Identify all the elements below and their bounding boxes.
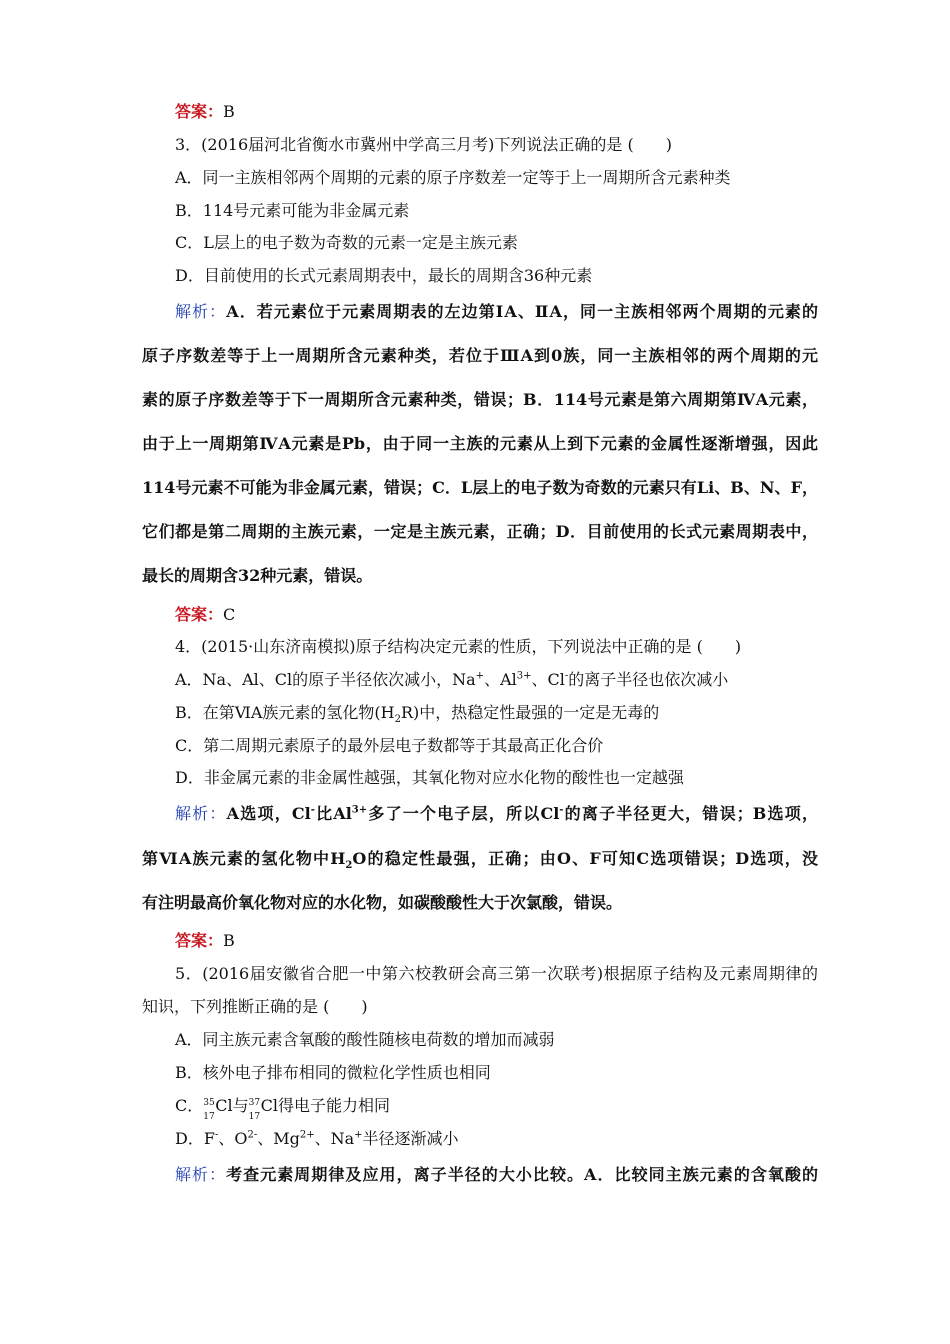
q3-source: 3．(2016届河北省衡水市冀州中学高三月考) bbox=[175, 135, 495, 154]
q5-source: 5．(2016届安徽省合肥一中第六校教研会高三第一次联考) bbox=[175, 964, 604, 983]
text: 比Al bbox=[314, 804, 352, 823]
q4-question: 原子结构决定元素的性质，下列说法中正确的是 ( ) bbox=[355, 637, 742, 656]
text: 的离子半径也依次减小 bbox=[568, 670, 729, 689]
answer-value: C bbox=[223, 605, 236, 624]
text: 、Mg bbox=[257, 1129, 300, 1148]
text: 多了一个电子层，所以Cl bbox=[367, 804, 560, 823]
atomic-number: 17 bbox=[203, 1112, 215, 1122]
q4-analysis-line-1 bbox=[175, 803, 818, 825]
mass-number: 37 bbox=[248, 1098, 261, 1108]
superscript: 3+ bbox=[516, 670, 532, 682]
analysis-label: 解析： bbox=[175, 804, 227, 823]
q3-question: 下列说法正确的是 ( ) bbox=[494, 135, 672, 154]
q4-stem bbox=[175, 636, 741, 658]
q5-option-d bbox=[175, 1128, 459, 1150]
atomic-number: 17 bbox=[248, 1112, 261, 1122]
text: A．Na、Al、Cl的原子半径依次减小，Na bbox=[175, 670, 476, 689]
q5-question: 根据原子结构及元素周期律的 bbox=[603, 964, 818, 983]
q4-analysis-line-2 bbox=[142, 848, 818, 870]
isotope-notation bbox=[248, 1096, 261, 1122]
q3-analysis-line-6: 它们都是第二周期的主族元素，一定是主族元素，正确；D．目前使用的长式元素周期表中， bbox=[142, 522, 818, 541]
subscript: 2 bbox=[394, 714, 401, 726]
q3-option-a: A．同一主族相邻两个周期的元素的原子序数差一定等于上一周期所含元素种类 bbox=[175, 168, 731, 187]
superscript: 3+ bbox=[351, 804, 368, 816]
text: 、Na bbox=[314, 1129, 355, 1148]
text: Cl得电子能力相同 bbox=[260, 1096, 390, 1115]
q5-analysis-line-1 bbox=[175, 1164, 818, 1186]
text: 、Al bbox=[484, 670, 517, 689]
superscript: + bbox=[475, 670, 485, 682]
analysis-text: 考查元素周期律及应用，离子半径的大小比较。A．比较同主族元素的含氧酸的 bbox=[226, 1165, 818, 1184]
q5-option-c bbox=[175, 1095, 390, 1122]
q4-option-d: D．非金属元素的非金属性越强，其氧化物对应水化物的酸性也一定越强 bbox=[175, 768, 684, 787]
q2-answer-line bbox=[175, 101, 235, 123]
text: Cl与 bbox=[215, 1096, 249, 1115]
analysis-text: A．若元素位于元素周期表的左边第ⅠA、ⅡA，同一主族相邻两个周期的元素的 bbox=[226, 302, 818, 321]
q4-option-c: C．第二周期元素原子的最外层电子数都等于其最高正化合价 bbox=[175, 736, 604, 755]
q3-analysis-line-2: 原子序数差等于上一周期所含元素种类，若位于ⅢA到0族，同一主族相邻的两个周期的元 bbox=[142, 346, 818, 365]
isotope-notation bbox=[203, 1096, 215, 1122]
q3-option-c: C．L层上的电子数为奇数的元素一定是主族元素 bbox=[175, 233, 518, 252]
text: 的离子半径更大，错误；B选项， bbox=[563, 804, 818, 823]
superscript: - bbox=[559, 804, 564, 816]
superscript: 2+ bbox=[299, 1129, 315, 1141]
q3-stem bbox=[175, 134, 672, 156]
analysis-label: 解析： bbox=[175, 302, 227, 321]
text: 、Cl bbox=[531, 670, 565, 689]
text: 、O bbox=[218, 1129, 248, 1148]
analysis-label: 解析： bbox=[175, 1165, 227, 1184]
q5-stem-line-2: 知识，下列推断正确的是 ( ) bbox=[142, 997, 368, 1016]
text: 半径逐渐减小 bbox=[362, 1129, 459, 1148]
q3-answer-line bbox=[175, 604, 235, 626]
q5-stem-line-1 bbox=[175, 963, 818, 985]
mass-number: 35 bbox=[203, 1098, 215, 1108]
q3-analysis-line-5: 114号元素不可能为非金属元素，错误；C．L层上的电子数为奇数的元素只有Li、B、N、F， bbox=[142, 478, 818, 497]
superscript: - bbox=[214, 1129, 219, 1141]
q4-answer-line bbox=[175, 930, 235, 952]
text: O的稳定性最强，正确；由O、F可知C选项错误；D选项，没 bbox=[352, 849, 818, 868]
answer-value: B bbox=[223, 102, 235, 121]
text: C． bbox=[175, 1096, 204, 1115]
text: 第ⅥA族元素的氢化物中H bbox=[142, 849, 346, 868]
superscript: 2- bbox=[247, 1129, 258, 1141]
answer-value: B bbox=[223, 931, 235, 950]
q4-analysis-line-3: 有注明最高价氧化物对应的水化物，如碳酸酸性大于次氯酸，错误。 bbox=[142, 893, 623, 912]
text: R)中，热稳定性最强的一定是无毒的 bbox=[400, 703, 660, 722]
q3-analysis-line-1 bbox=[175, 301, 818, 323]
subscript: 2 bbox=[345, 860, 353, 872]
q5-option-b: B．核外电子排布相同的微粒化学性质也相同 bbox=[175, 1063, 491, 1082]
superscript: + bbox=[354, 1129, 363, 1141]
text: A选项，Cl bbox=[226, 804, 311, 823]
answer-label: 答案： bbox=[175, 605, 224, 624]
answer-label: 答案： bbox=[175, 931, 224, 950]
q3-option-d: D．目前使用的长式元素周期表中，最长的周期含36种元素 bbox=[175, 266, 593, 285]
q4-source: 4．(2015·山东济南模拟) bbox=[175, 637, 356, 656]
q3-analysis-line-4: 由于上一周期第ⅣA元素是Pb，由于同一主族的元素从上到下元素的金属性逐渐增强，因此 bbox=[142, 434, 818, 453]
q4-option-a bbox=[175, 669, 728, 691]
text: B．在第ⅥA族元素的氢化物(H bbox=[175, 703, 395, 722]
superscript: - bbox=[564, 670, 569, 682]
superscript: - bbox=[310, 804, 315, 816]
text: D．F bbox=[175, 1129, 215, 1148]
q4-option-b bbox=[175, 702, 659, 724]
answer-label: 答案： bbox=[175, 102, 224, 121]
q3-analysis-line-7: 最长的周期含32种元素，错误。 bbox=[142, 566, 373, 585]
q3-option-b: B．114号元素可能为非金属元素 bbox=[175, 201, 410, 220]
q3-analysis-line-3: 素的原子序数差等于下一周期所含元素种类，错误；B．114号元素是第六周期第ⅣA元素， bbox=[142, 390, 818, 409]
q5-option-a: A．同主族元素含氧酸的酸性随核电荷数的增加而减弱 bbox=[175, 1030, 555, 1049]
